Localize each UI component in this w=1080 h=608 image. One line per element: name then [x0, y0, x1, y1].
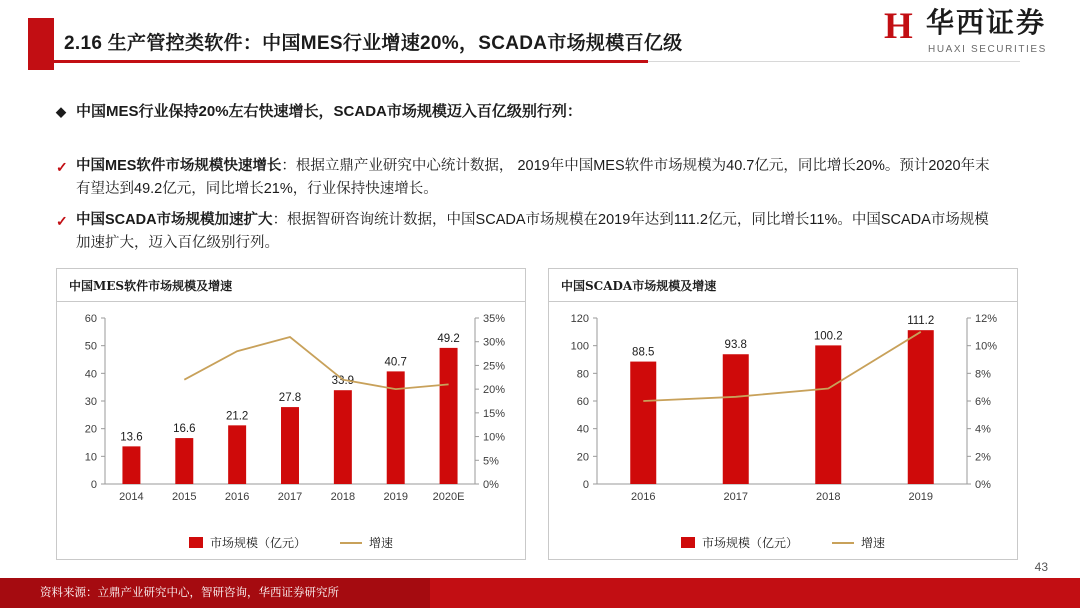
list-item-text: ：根据立鼎产业研究中心统计数据， 2019年中国MES软件市场规模为40.7亿元，同比增长20%。预计2020年末有望达到49.2亿元，同比增长21%，行业保持快速增长。 [76, 158, 990, 197]
main-bullet [56, 100, 996, 121]
svg-text:120: 120 [570, 313, 589, 325]
chart-plot-area [549, 302, 1017, 522]
svg-text:2017: 2017 [723, 491, 748, 503]
svg-text:33.9: 33.9 [331, 375, 355, 388]
svg-text:10%: 10% [483, 431, 506, 444]
svg-text:40.7: 40.7 [384, 356, 407, 369]
chart-title: 中国SCADA市场规模及增速 [561, 279, 717, 293]
svg-text:2%: 2% [975, 451, 991, 464]
svg-text:40: 40 [576, 423, 589, 436]
svg-text:0%: 0% [483, 479, 499, 491]
svg-text:2019: 2019 [908, 491, 933, 503]
svg-text:2017: 2017 [277, 491, 303, 503]
legend-item-line [832, 534, 885, 551]
legend-item-bar [189, 534, 306, 551]
svg-text:2016: 2016 [224, 491, 250, 503]
svg-text:0: 0 [90, 479, 97, 491]
svg-text:16.6: 16.6 [173, 423, 196, 436]
legend-swatch-bar [189, 537, 203, 548]
chart-title: 中国MES软件市场规模及增速 [69, 279, 233, 293]
svg-text:0: 0 [582, 479, 589, 491]
svg-text:15%: 15% [483, 407, 506, 420]
header-underline-grey [648, 61, 1020, 62]
legend-swatch-bar [681, 537, 695, 548]
svg-text:100: 100 [570, 340, 589, 353]
list-item-lead: 中国SCADA市场规模加速扩大 [76, 212, 273, 228]
svg-text:21.2: 21.2 [225, 410, 249, 423]
legend-label-bar: 市场规模（亿元） [209, 536, 306, 550]
svg-text:2020E: 2020E [432, 491, 465, 503]
svg-text:20: 20 [576, 451, 589, 464]
check-icon: ✓ [56, 213, 68, 229]
svg-text:27.8: 27.8 [278, 392, 302, 405]
svg-text:10%: 10% [975, 340, 998, 353]
footer-bar [0, 578, 1080, 608]
svg-text:8%: 8% [975, 368, 991, 381]
svg-text:60: 60 [576, 396, 589, 408]
legend-swatch-line [340, 542, 362, 544]
list-item [56, 155, 996, 201]
chart-svg-scada [549, 302, 1017, 522]
page-title: 2.16 生产管控类软件：中国MES行业增速20%，SCADA市场规模百亿级 [64, 33, 683, 54]
svg-text:20: 20 [84, 423, 97, 436]
source-note: 资料来源：立鼎产业研究中心，智研咨询，华西证券研究所 [40, 585, 339, 599]
svg-text:88.5: 88.5 [632, 346, 655, 359]
svg-text:40: 40 [84, 368, 97, 381]
svg-text:80: 80 [576, 368, 589, 381]
svg-text:60: 60 [84, 313, 97, 325]
chart-plot-area [57, 302, 525, 522]
logo-company-name: 华西证券 [926, 6, 1047, 39]
chart-panel-mes [56, 268, 526, 560]
svg-text:2014: 2014 [119, 491, 144, 503]
svg-text:49.2: 49.2 [437, 332, 460, 345]
list-item-text: ：根据智研咨询统计数据，中国SCADA市场规模在2019年达到111.2亿元，同比增长11%。中国SCADA市场规模加速扩大，迈入百亿级别行列。 [76, 212, 989, 251]
svg-text:35%: 35% [483, 313, 506, 325]
svg-text:4%: 4% [975, 423, 991, 436]
svg-text:100.2: 100.2 [813, 330, 843, 343]
legend-label-bar: 市场规模（亿元） [701, 536, 798, 550]
legend-label-line: 增速 [861, 536, 886, 550]
svg-text:5%: 5% [483, 455, 499, 468]
legend-item-bar [681, 534, 798, 551]
diamond-icon: ◆ [56, 104, 66, 119]
chart-legend [57, 534, 525, 551]
svg-text:20%: 20% [483, 384, 506, 397]
svg-text:2018: 2018 [816, 491, 841, 503]
svg-text:2019: 2019 [383, 491, 408, 503]
svg-text:0%: 0% [975, 479, 991, 491]
list-item [56, 209, 996, 255]
chart-panel-scada [548, 268, 1018, 560]
legend-swatch-line [832, 542, 854, 544]
logo-initial: H [884, 6, 913, 47]
svg-text:93.8: 93.8 [724, 339, 747, 352]
check-icon: ✓ [56, 159, 68, 175]
legend-label-line: 增速 [369, 536, 394, 550]
main-bullet-text: 中国MES行业保持20%左右快速增长，SCADA市场规模迈入百亿级别行列： [76, 103, 582, 120]
svg-text:2018: 2018 [330, 491, 356, 503]
list-item-lead: 中国MES软件市场规模快速增长 [76, 158, 282, 174]
header-underline-red [28, 60, 648, 63]
svg-text:10: 10 [84, 451, 97, 464]
logo-company-name-en: HUAXI SECURITIES [928, 44, 1047, 55]
svg-text:50: 50 [84, 340, 97, 353]
svg-text:6%: 6% [975, 396, 991, 408]
company-logo [884, 6, 1054, 60]
legend-item-line [340, 534, 393, 551]
chart-svg-mes [57, 302, 525, 522]
svg-text:13.6: 13.6 [120, 431, 143, 444]
svg-text:111.2: 111.2 [907, 315, 935, 328]
page-number: 43 [1034, 560, 1048, 574]
chart-legend [549, 534, 1017, 551]
svg-text:30: 30 [84, 396, 97, 408]
svg-text:25%: 25% [483, 360, 506, 373]
svg-text:30%: 30% [483, 336, 506, 349]
svg-text:2016: 2016 [631, 491, 656, 503]
svg-text:2015: 2015 [172, 491, 197, 503]
svg-text:12%: 12% [975, 313, 998, 325]
